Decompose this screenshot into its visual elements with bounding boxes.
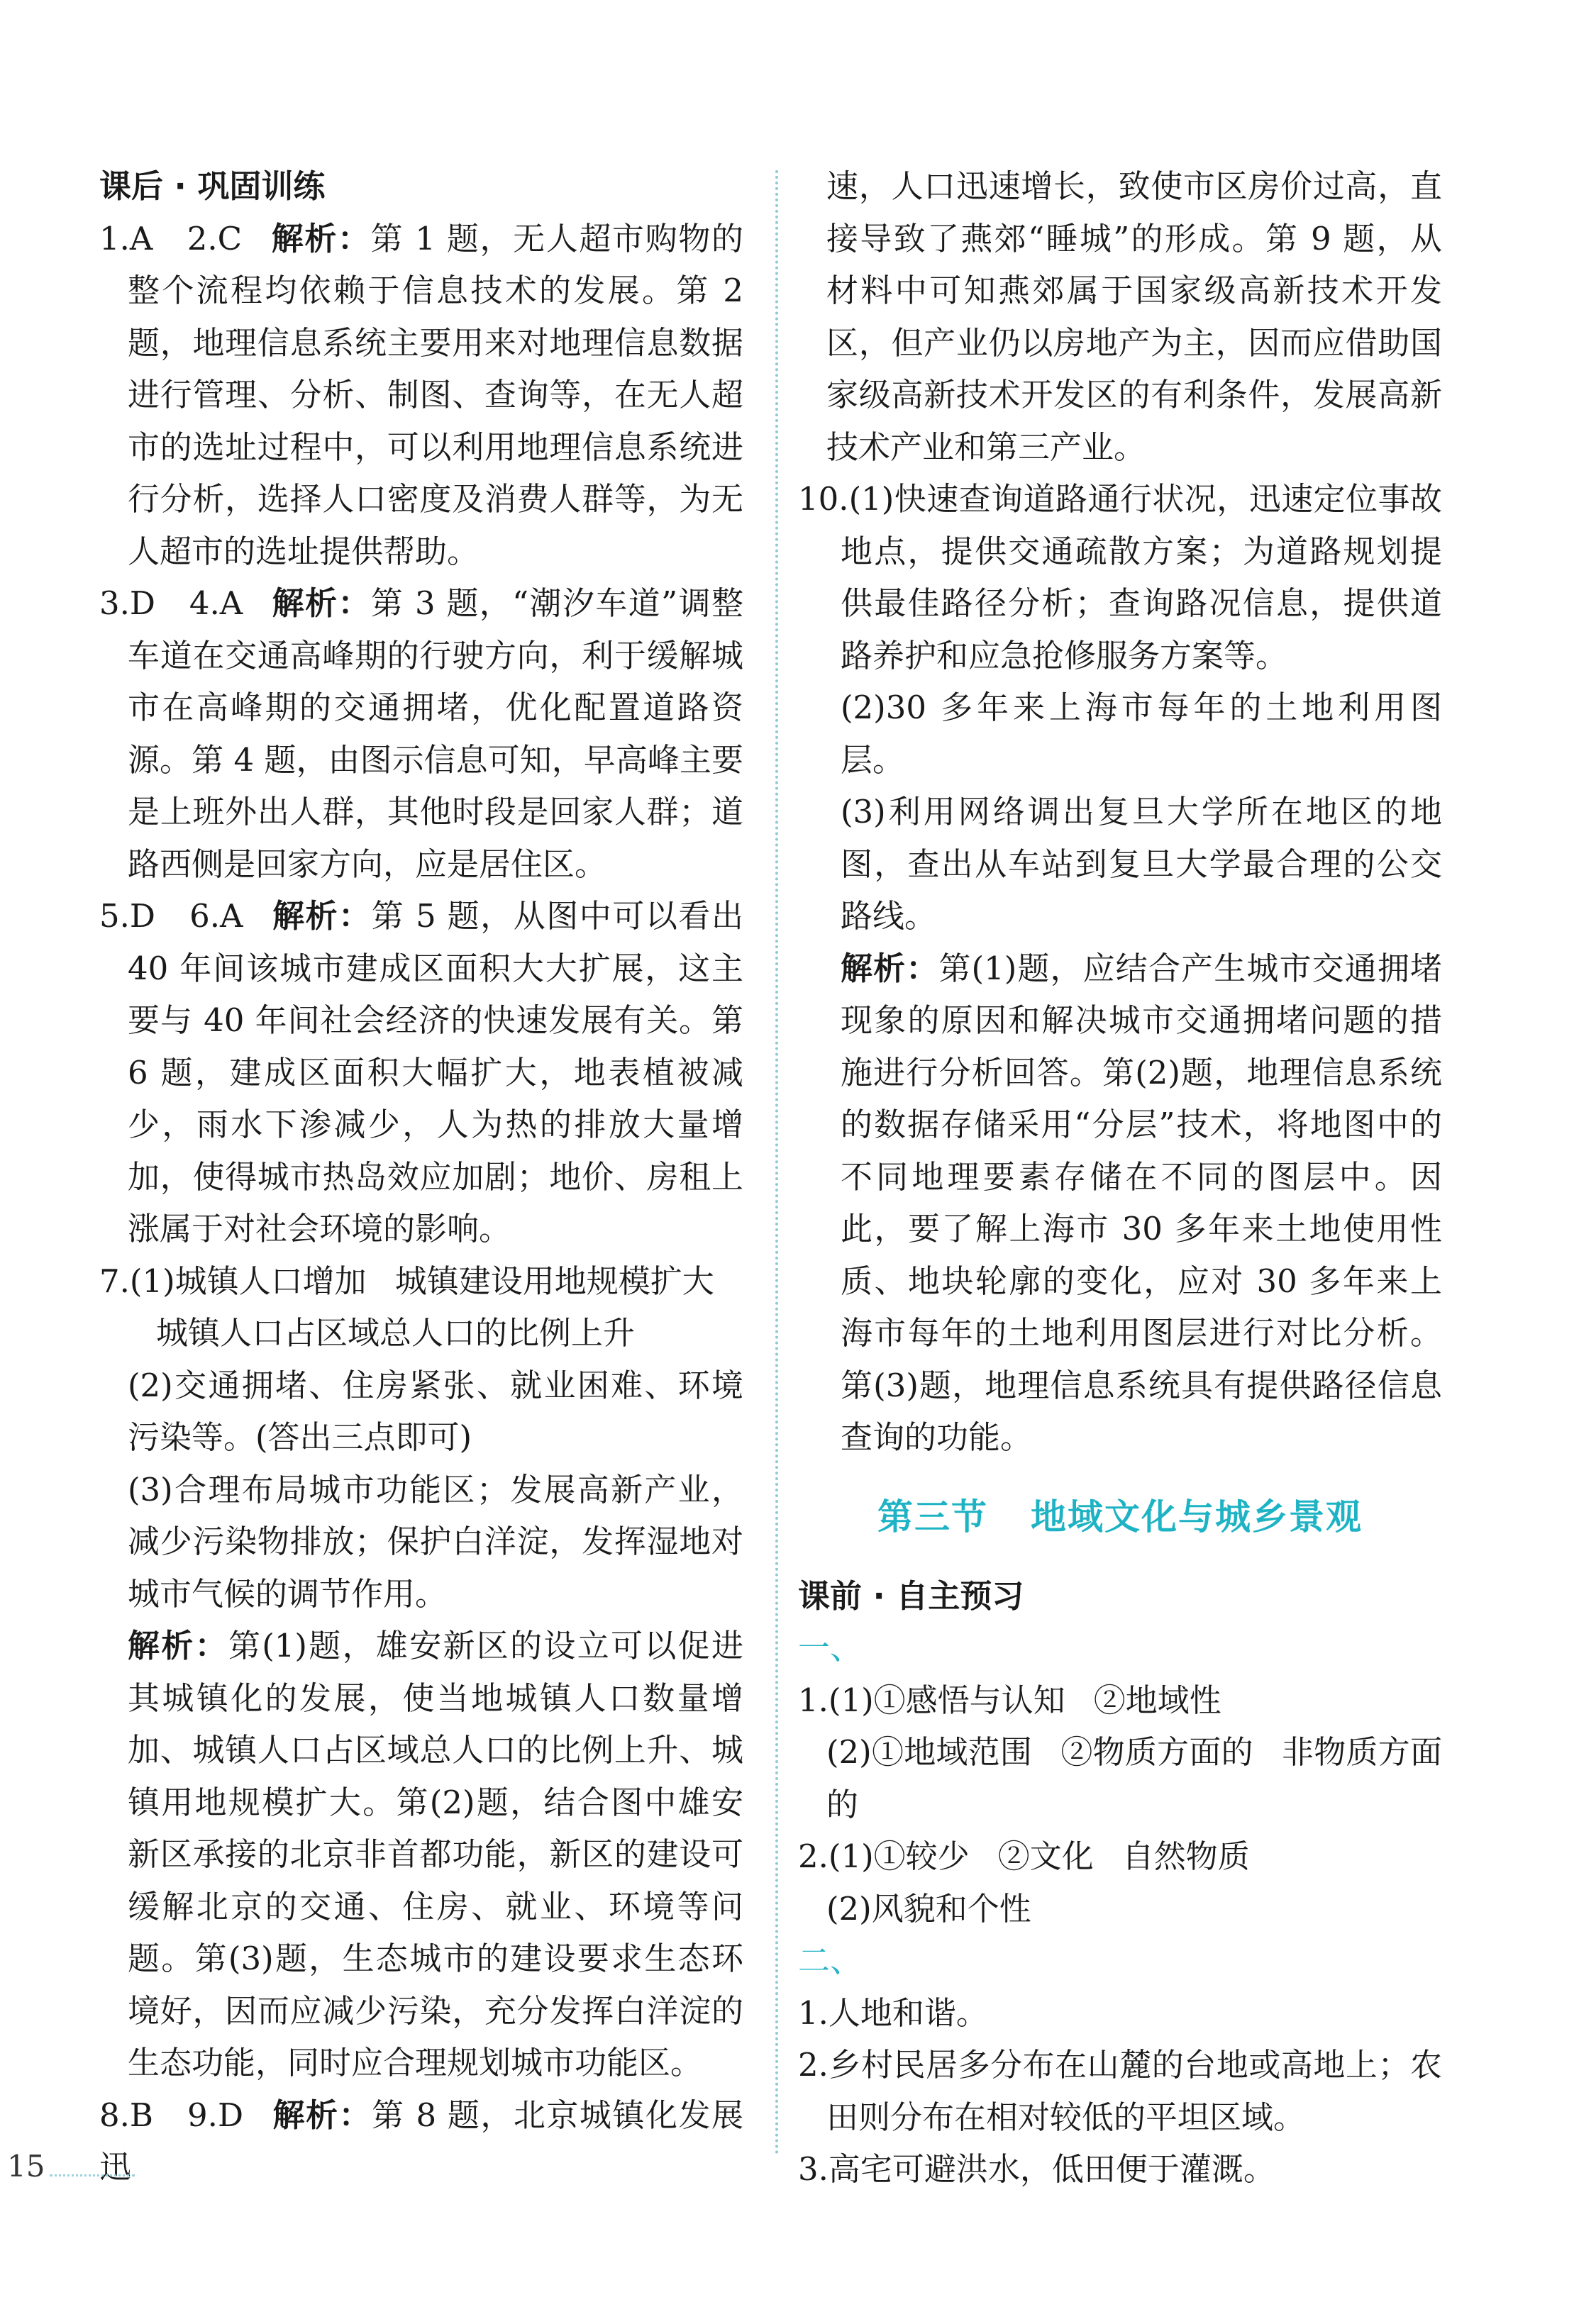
part-one-line1: 1.(1)①感悟与认知 ②地域性 [798,1681,1221,1719]
answer-7-analysis [99,1620,743,2089]
analysis-text: 第 1 题，无人超市购物的整个流程均依赖于信息技术的发展。第 2 题，地理信息系统主要用来对地理信息数据进行管理、分析、制图、查询等，在无人超市的选址过程中，可以利用地理信息系统进行分析，选择人口密度及消费人群等，为无人超市的选址提供帮助。 [128,219,743,570]
answer-8-9 [99,2089,743,2194]
answer-5-6 [99,890,743,1255]
section-heading-after-class: 课后 · 巩固训练 [99,167,326,205]
page-number-dots [50,2174,135,2176]
answer-key: 8.B 9.D [99,2096,244,2134]
answer-key: 5.D 6.A [99,897,243,935]
answer-key: 1.A 2.C [99,219,243,257]
analysis-label: 解析： [841,949,939,987]
analysis-label: 解析： [271,897,372,935]
part-two-item2: 2.乡村民居多分布在山麓的台地或高地上；农田则分布在相对较低的平坦区域。 [798,2046,1442,2136]
answer-10-analysis [798,943,1442,1464]
right-column [798,160,1442,2196]
page-number: 15 [7,2149,45,2184]
answer-1-2 [99,213,743,578]
analysis-text: 第 5 题，从图中可以看出 40 年间该城市建成区面积大大扩展，这主要与 40 年间社会经济的快速发展有关。第 6 题，建成区面积大幅扩大，地表植被减少，雨水下渗减少，人为热的排放大量增加，使得城市热岛效应加剧；地价、房租上涨属于对社会环境的影响。 [128,897,743,1247]
left-column [99,160,743,2194]
answer-10-part2: (2)30 多年来上海市每年的土地利用图层。 [841,689,1442,779]
answer-key: 3.D 4.A [99,584,243,622]
analysis-label: 解析： [271,584,371,622]
answer-7-line1: 7.(1)城镇人口增加 城镇建设用地规模扩大 [99,1262,714,1300]
analysis-label: 解析： [128,1627,228,1664]
column-divider [775,170,778,2156]
analysis-text: 第 3 题，“潮汐车道”调整车道在交通高峰期的行驶方向，利于缓解城市在高峰期的交通拥堵，优化配置道路资源。第 4 题，由图示信息可知，早高峰主要是上班外出人群，其他时段是回家人群；道路西侧是回家方向，应是居住区。 [128,584,743,883]
answer-7-part2: (2)交通拥堵、住房紧张、就业困难、环境污染等。(答出三点即可) [128,1366,743,1456]
answer-7-line2: 城镇人口占区域总人口的比例上升 [156,1314,636,1352]
answer-10-part3: (3)利用网络调出复旦大学所在地区的地图，查出从车站到复旦大学最合理的公交路线。 [841,793,1442,935]
analysis-text: 第 8 题，北京城镇化发展迅 [99,2096,743,2186]
part-one-marker: 一、 [798,1629,863,1667]
answer-3-4 [99,577,743,890]
section-title: 第三节 地域文化与城乡景观 [877,1496,1363,1538]
answer-10-part1: 10.(1)快速查询道路通行状况，迅速定位事故地点，提供交通疏散方案；为道路规划提供最佳路径分析；查询路况信息，提供道路养护和应急抢修服务方案等。 [798,480,1442,674]
analysis-label: 解析： [270,219,371,257]
part-one-line3: 2.(1)①较少 ②文化 自然物质 [798,1837,1250,1875]
analysis-label: 解析： [272,2096,372,2134]
analysis-text: 第(1)题，雄安新区的设立可以促进其城镇化的发展，使当地城镇人口数量增加、城镇人口占区域总人口的比例上升、城镇用地规模扩大。第(2)题，结合图中雄安新区承接的北京非首都功能，新区的建设可缓解北京的交通、住房、就业、环境等问题。第(3)题，生态城市的建设要求生态环境好，因而应减少污染，充分发挥白洋淀的生态功能，同时应合理规划城市功能区。 [128,1627,743,2081]
part-two-item3: 3.高宅可避洪水，低田便于灌溉。 [798,2150,1275,2188]
section-heading-before-class: 课前 · 自主预习 [798,1577,1024,1615]
answer-7-part3: (3)合理布局城市功能区；发展高新产业，减少污染物排放；保护白洋淀，发挥湿地对城市气候的调节作用。 [128,1470,743,1613]
analysis-text: 第(1)题，应结合产生城市交通拥堵现象的原因和解决城市交通拥堵问题的措施进行分析回答。第(2)题，地理信息系统的数据存储采用“分层”技术，将地图中的不同地理要素存储在不同的图层中。因此，要了解上海市 30 多年来土地使用性质、地块轮廓的变化，应对 30 多年来上海市每年的土地利用图层进行对比分析。第(3)题，地理信息系统具有提供路径信息查询的功能。 [841,949,1442,1456]
part-two-item1: 1.人地和谐。 [798,1994,988,2032]
part-one-line4: (2)风貌和个性 [826,1889,1031,1928]
answer-8-9-continued: 速，人口迅速增长，致使市区房价过高，直接导致了燕郊“睡城”的形成。第 9 题，从材料中可知燕郊属于国家级高新技术开发区，但产业仍以房地产为主，因而应借助国家级高新技术开发区的有利条件，发展高新技术产业和第三产业。 [826,167,1442,466]
part-one-line2: (2)①地域范围 ②物质方面的 非物质方面的 [826,1733,1442,1823]
part-two-marker: 二、 [798,1942,863,1979]
